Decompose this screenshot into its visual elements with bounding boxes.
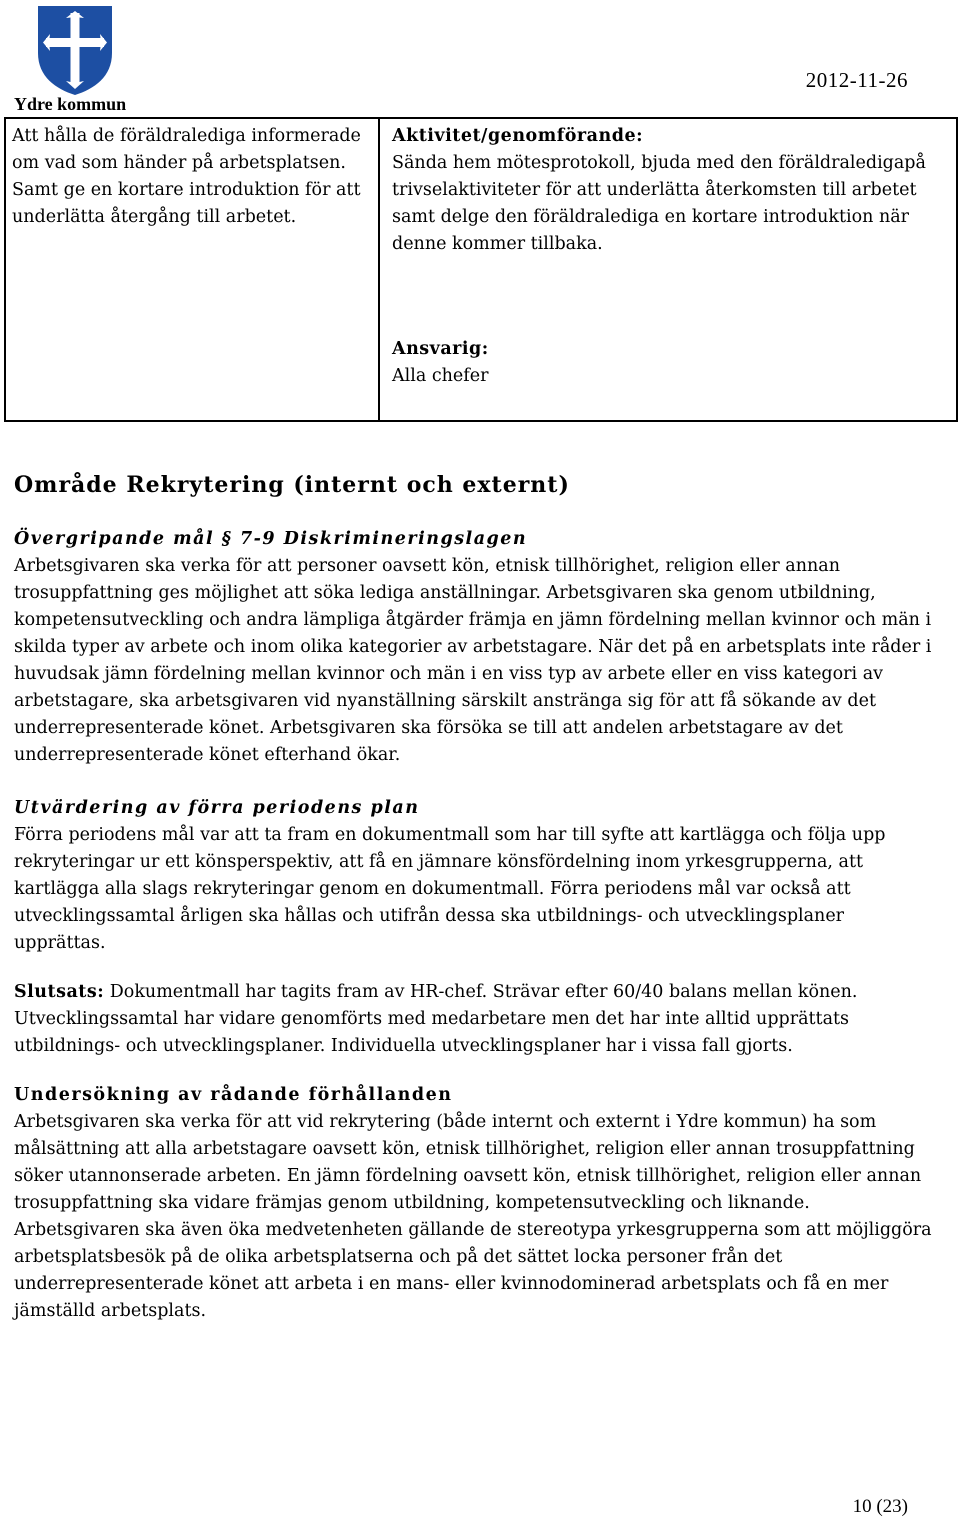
goal-cell xyxy=(5,118,379,421)
conclusion-paragraph xyxy=(14,979,934,1060)
goal-text: Att hålla de föräldralediga informerade om vad som händer på arbetsplatsen. Samt ge en kortare introduktion för att underlätta återgång till arbetet. xyxy=(12,126,361,227)
goal-paragraph: Arbetsgivaren ska verka för att personer oavsett kön, etnisk tillhörighet, religion eller annan trosuppfattning ges möjlighet att söka lediga anställningar. Arbetsgivaren ska genom utbildning, kompetensutveckling och andra lämpliga åtgärder främja en jämn fördelning mellan kvinnor och män i skilda typer av arbete och inom olika kategorier av arbetstagare. När det på en arbetsplats inte råder i huvudsak jämn fördelning mellan kvinnor och män i en viss typ av arbete eller en viss kategori av arbetstagare, ska arbetsgivaren vid nyanställning särskilt anstränga sig för att få sökande av det underrepresenterade könet. Arbetsgivaren ska försöka se till att andelen arbetstagare av det underrepresenterade könet efterhand ökar. xyxy=(14,556,932,765)
responsible-label: Ansvarig: xyxy=(392,339,489,359)
section-title: Område Rekrytering (internt och externt) xyxy=(14,472,570,498)
conclusion-text: Dokumentmall har tagits fram av HR-chef. Strävar efter 60/40 balans mellan könen. Utvecklingssamtal har vidare genomförts med medarbetare men det har inte alltid upprättats utbildnings- och utvecklingsplaner. Individuella utvecklingsplaner har i vissa fall gjorts. xyxy=(14,982,858,1056)
responsible-text: Alla chefer xyxy=(392,366,489,386)
organization-name: Ydre kommun xyxy=(14,94,127,114)
conclusion-label: Slutsats: xyxy=(14,982,105,1002)
document-date: 2012-11-26 xyxy=(805,68,908,92)
activity-cell xyxy=(379,118,957,421)
document-body xyxy=(14,470,934,1325)
page-number: 10 (23) xyxy=(852,1496,908,1517)
survey-paragraph: Arbetsgivaren ska verka för att vid rekrytering (både internt och externt i Ydre kommun) ha som målsättning att alla arbetstagare oavsett kön, etnisk tillhörighet, religion eller annan trosuppfattning söker utannonserade arbeten. En jämn fördelning oavsett kön, etnisk tillhörighet, religion eller annan trosuppfattning ska vidare främjas genom utbildning, kompetensutveckling och liknande. Arbetsgivaren ska även öka medvetenheten gällande de stereotypa yrkesgrupperna som att möjliggöra arbetsplatsbesök på de olika arbetsplatserna och på det sättet locka personer från det underrepresenterade könet att arbeta i en mans- eller kvinnodominerad arbetsplats och få en mer jämställd arbetsplats. xyxy=(14,1112,932,1321)
goal-heading: Övergripande mål § 7-9 Diskrimineringslagen xyxy=(14,529,528,549)
evaluation-paragraph: Förra periodens mål var att ta fram en dokumentmall som har till syfte att kartlägga och följa upp rekryteringar ur ett könsperspektiv, att få en jämnare könsfördelning inom yrkesgrupperna, att kartlägga alla slags rekryteringar genom en dokumentmall. Förra periodens mål var också att utvecklingssamtal årligen ska hållas och utifrån dessa ska utbildnings- och utvecklingsplaner upprättas. xyxy=(14,825,886,953)
activity-label: Aktivitet/genomförande: xyxy=(392,126,644,146)
activity-table xyxy=(4,117,958,422)
activity-text: Sända hem mötesprotokoll, bjuda med den föräldraledigapå trivselaktiviteter för att underlätta återkomsten till arbetet samt delge den föräldralediga en kortare introduktion när denne kommer tillbaka. xyxy=(392,153,926,254)
evaluation-heading: Utvärdering av förra periodens plan xyxy=(14,798,420,818)
municipality-coat-of-arms-logo xyxy=(34,3,116,97)
survey-heading: Undersökning av rådande förhållanden xyxy=(14,1085,453,1105)
